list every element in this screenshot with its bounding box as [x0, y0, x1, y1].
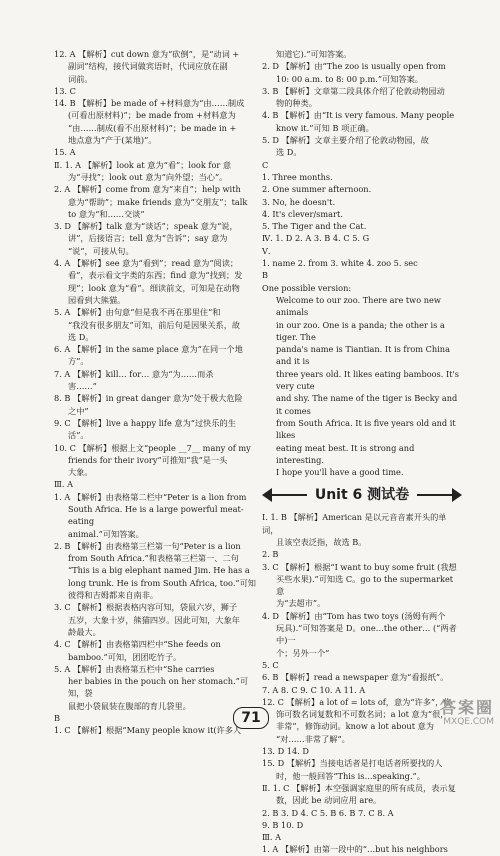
- right-column-bottom-line: Ⅲ. A: [262, 832, 282, 843]
- right-column-bottom-line: 买些水果).”可知选 C。go to the supermarket 意: [276, 573, 454, 597]
- right-column-bottom-line: 非常”，修饰动词。know a lot about 意为: [276, 721, 434, 732]
- left-column-line: 选 D。: [68, 331, 94, 342]
- left-column-line: Ⅲ. A: [54, 479, 74, 490]
- banner-right-arrow-icon: [452, 488, 462, 502]
- left-column-line: friends for their ivory”可推知“我”是一头: [68, 454, 228, 465]
- left-column-line: to 意为“和……交谈”: [68, 208, 145, 219]
- left-column-line: “我没有很多朋友”可知，前后句是因果关系，故: [68, 319, 241, 330]
- left-column-line: South Africa. He is a large powerful meat-eating: [68, 503, 244, 527]
- right-column-top-line: 1. Three months.: [262, 171, 333, 182]
- left-column-line: 3. C 【解析】根据表格内容可知，袋鼠六岁，狮子: [54, 602, 238, 613]
- left-column-line: 现”；look 意为“看”。细读前文，可知是在动物: [68, 282, 240, 293]
- right-column-top-line: panda's name is Tiantian. It is from China and it is: [276, 344, 450, 367]
- left-column-line: 14. B 【解析】be made of +材料意为“由……制成: [54, 98, 245, 109]
- right-column-bottom-section: [262, 511, 462, 855]
- watermark-url: MXQE.COM: [443, 717, 494, 727]
- left-column-line: 龄最大。: [68, 626, 101, 637]
- right-column-top-section: [262, 48, 462, 478]
- right-column-bottom-line: 5. C: [262, 659, 279, 670]
- left-column-line: her babies in the pouch on her stomach.”可知，袋: [68, 676, 249, 699]
- banner-left-arrow-icon: [262, 488, 272, 502]
- right-column-top-line: in our zoo. One is a panda; the other is a tiger. The: [276, 319, 445, 342]
- right-column-bottom-line: 个；另外一个”: [276, 647, 330, 658]
- left-column-line: 10. C 【解析】根据上文“people __7__ many of my: [54, 442, 251, 453]
- right-column-top-line: 物的种类。: [276, 98, 317, 109]
- left-column-line: 4. A 【解析】see 意为“看到”；read 意为“阅读；: [54, 258, 239, 269]
- right-column-bottom-line: 2. B 3. D 4. C 5. B 6. B 7. C 8. A: [262, 807, 394, 818]
- right-column-bottom-line: 数，因此 be 动词应用 are。: [276, 795, 382, 806]
- right-column-top-line: 1. name 2. from 3. white 4. zoo 5. sec: [262, 258, 418, 269]
- right-column-top-line: know it.”可知 B 项正确。: [276, 122, 374, 133]
- right-column-top-line: I hope you'll have a good time.: [276, 467, 404, 478]
- right-column-bottom-line: 玩具).”可知答案是 D。one…the other… (“两者中)一: [276, 623, 457, 646]
- left-column-line: 8. B 【解析】in great danger 意为“处于极大危险: [54, 393, 243, 404]
- right-column-top-line: Ⅳ. 1. D 2. A 3. B 4. C 5. G: [262, 233, 370, 244]
- left-column-line: 看”，表示看文字类的东西；find 意为“找到；发: [68, 270, 243, 281]
- left-column-line: “由……制成(看不出原材料)”；be made in +: [68, 122, 237, 133]
- right-column-bottom-line: 9. B 10. D: [262, 819, 304, 830]
- left-column-line: 6. A 【解析】in the same place 意为“在同一个地: [54, 344, 243, 355]
- right-column-top-line: Welcome to our zoo. There are two new animals: [276, 294, 441, 318]
- left-column-line: “说”，可接从句。: [68, 245, 134, 256]
- right-column-top-line: eating meat best. It is strong and interesting.: [276, 442, 415, 465]
- right-column-top-line: 5. D 【解析】文章主要介绍了伦敦动物园，故: [262, 135, 429, 146]
- left-column-line: 词前。: [68, 73, 93, 84]
- unit-banner-title: Unit 6 测试卷: [307, 489, 417, 501]
- left-column-line: 9. C 【解析】live a happy life 意为“过快乐的生: [54, 417, 236, 428]
- unit-6-test-banner: [262, 484, 462, 506]
- right-column-top-line: 5. The Tiger and the Cat.: [262, 221, 367, 232]
- left-column-line: 地点意为“产于(某地)”。: [68, 135, 157, 146]
- left-column-line: “This is a big elephant named Jim. He has a: [68, 565, 250, 576]
- right-column-top-line: 4. It's clever/smart.: [262, 208, 343, 219]
- left-column-line: 13. C: [54, 85, 76, 96]
- right-column-bottom-line: Ⅰ. 1. B 【解析】American 是以元音音素开头的单词，: [262, 512, 447, 535]
- left-column-line: 2. B 【解析】由表格第三栏第一句“Peter is a lion: [54, 540, 241, 551]
- right-column-top-line: 3. No, he doesn't.: [262, 196, 336, 207]
- left-column-line: 讲”，后接语言；tell 意为“告诉”；say 意为: [68, 233, 228, 244]
- left-column-line: B: [54, 713, 61, 724]
- right-column-bottom-line: 13. D 14. D: [262, 746, 309, 757]
- left-column-line: 12. A 【解析】cut down 意为“砍倒”，是“动词 +: [54, 49, 240, 59]
- right-column-bottom-line: 饰可数名词复数和不可数名词；a lot 意为“很，: [276, 709, 449, 720]
- left-column-line: 副词”结构，接代词做宾语时，代词应放在副: [68, 61, 228, 72]
- left-column-line: 7. A 【解析】kill… for… 意为“为……而杀: [54, 368, 214, 379]
- right-column-top-line: 2. One summer afternoon.: [262, 184, 372, 195]
- left-column-line: 之中”: [68, 405, 89, 416]
- left-column-line: 园看到大熊猫。: [68, 294, 126, 305]
- right-column-bottom-line: 3. C 【解析】根据“I want to buy some fruit (我想: [262, 561, 457, 572]
- left-column-line: 1. C 【解析】根据“Many people know it(许多人: [54, 725, 242, 736]
- right-column-bottom-line: 2. B: [262, 549, 279, 560]
- right-column-top-line: 2. D 【解析】由“The zoo is usually open from: [262, 61, 446, 72]
- right-column-bottom-line: 7. A 8. C 9. C 10. A 11. A: [262, 684, 366, 695]
- left-column-line: 为“寻找”；look out 意为“向外望；当心”。: [68, 171, 228, 182]
- right-column-bottom-line: 15. D 【解析】当接电话者是打电话者所要找的人: [262, 758, 443, 769]
- right-column-top-line: 4. B 【解析】由“It is very famous. Many people: [262, 110, 455, 121]
- left-column-line: 2. A 【解析】come from 意为“来自”；help with: [54, 184, 241, 195]
- left-column-line: 3. D 【解析】talk 意为“谈话”；speak 意为“说，: [54, 221, 238, 232]
- page-number: 71: [233, 707, 269, 729]
- right-column-bottom-line: 时，他一般回答“This is…speaking.”。: [276, 770, 425, 781]
- left-column-line: 鼠把小袋鼠装在腹部的育儿袋里。: [68, 700, 191, 711]
- left-column-line: 15. A: [54, 147, 76, 158]
- right-column-top-line: 知道它).”可知答案。: [276, 49, 352, 59]
- left-column-line: 5. A 【解析】由表格第五栏中“She carries: [54, 663, 215, 674]
- left-column-line: from South Africa.”和表格第三栏第一、二句: [68, 553, 239, 564]
- left-column-line: 方”。: [68, 356, 89, 367]
- right-column-top-line: three years old. It likes eating bamboos. It's very cute: [276, 368, 459, 392]
- left-column-line: 大象。: [68, 467, 93, 478]
- right-column-top-line: 选 D。: [276, 147, 302, 158]
- left-column-line: animal.”可知答案。: [68, 528, 144, 539]
- left-column-line: 五岁，大象十岁，熊猫四岁。因此可知，大象年: [68, 614, 240, 625]
- watermark-logo-text: 答案圈: [439, 698, 494, 717]
- right-column-bottom-line: Ⅱ. 1. C 【解析】本空强调家庭里的所有成员，表示复: [262, 782, 456, 793]
- right-column-bottom-line: 1. A 【解析】由第一段中的“…but his neighbors: [262, 844, 448, 855]
- right-column-top-line: One possible version:: [262, 282, 352, 293]
- left-column-line: (可看出原材料)”；be made from +材料意为: [68, 110, 236, 121]
- right-column-top-line: B: [262, 270, 269, 281]
- right-column-top-line: 10: 00 a.m. to 8: 00 p.m.”可知答案。: [276, 73, 423, 84]
- left-column-line: 意为“帮助”；make friends 意为“交朋友”；talk: [68, 196, 248, 207]
- right-column-top-line: from South Africa. It is five years old and it likes: [276, 417, 456, 441]
- left-column-line: 4. C 【解析】由表格第四栏中“She feeds on: [54, 639, 221, 650]
- left-column-line: 5. A 【解析】由句意“但是我不再在那里住”和: [54, 307, 221, 318]
- left-column-line: 彼得和吉姆都来自南非。: [68, 590, 159, 601]
- left-column-line: 害……”: [68, 381, 97, 392]
- left-column-line: bamboo.”可知，团团吃竹子。: [68, 651, 182, 662]
- right-column-bottom-line: 4. D 【解析】由“Tom has two toys (汤姆有两个: [262, 610, 446, 621]
- right-column-bottom-line: 且该空表泛指，故选 B。: [276, 536, 367, 547]
- left-column: [54, 48, 260, 737]
- right-column-top-line: 3. B 【解析】文章第二段具体介绍了伦敦动物园动: [262, 85, 445, 96]
- right-column-bottom-line: “对……非常了解”。: [276, 733, 350, 744]
- right-column-bottom-line: 为“去超市”。: [276, 598, 326, 609]
- right-column-top-line: and shy. The name of the tiger is Becky and it comes: [276, 393, 458, 416]
- right-column-bottom-line: 6. B 【解析】read a newspaper 意为“看报纸”。: [262, 672, 449, 683]
- left-column-line: Ⅱ. 1. A 【解析】look at 意为“看”；look for 意: [54, 159, 232, 170]
- left-column-line: 活”。: [68, 430, 89, 441]
- right-column-bottom-line: 12. C 【解析】a lot of = lots of，意为“许多”，修: [262, 696, 452, 707]
- right-column-top-line: C: [262, 159, 269, 170]
- left-column-line: 1. A 【解析】由表格第二栏中“Peter is a lion from: [54, 491, 247, 502]
- left-column-line: long trunk. He is from South Africa, too.”可知: [68, 577, 256, 588]
- right-column-top-line: Ⅴ.: [262, 245, 271, 256]
- site-watermark: [398, 698, 494, 735]
